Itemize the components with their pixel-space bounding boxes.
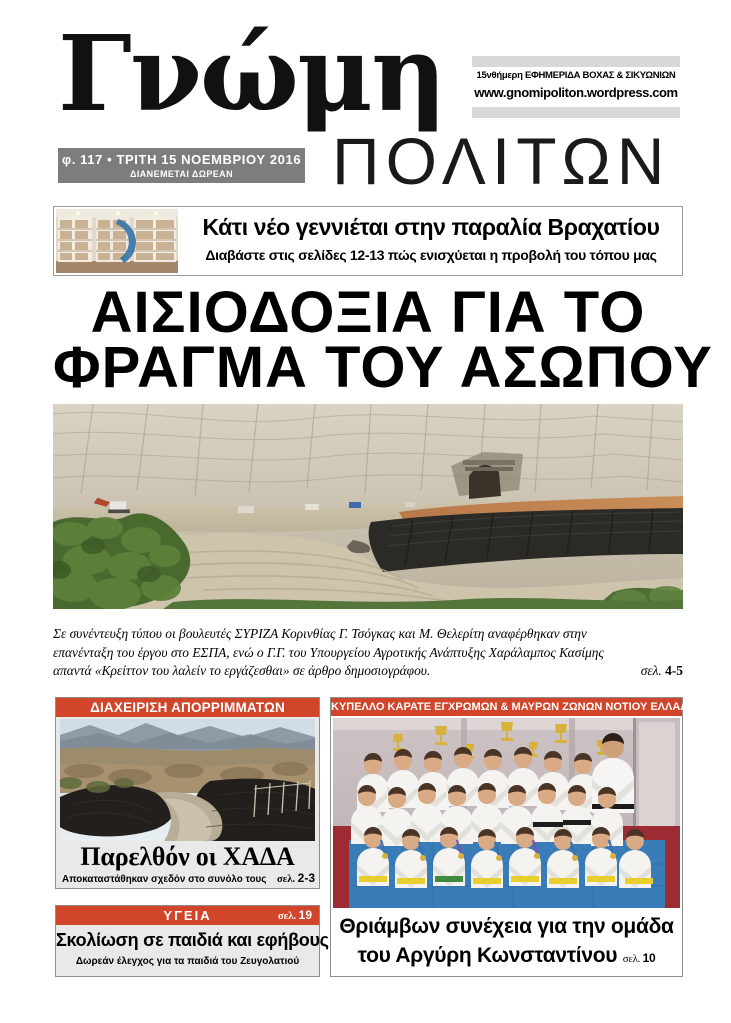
karate-page-reference[interactable] [623,953,656,965]
promo-title: Κάτι νέο γεννιέται στην παραλία Βραχατίου [202,214,660,240]
lead-line-1: Σε συνέντευξη τύπου οι βουλευτές ΣΥΡΙΖΑ Κορινθίας Γ. Τσόγκας και Μ. Θελερίτη αναφέρθηκαν στην [53,626,587,641]
waste-subtitle: Αποκαταστάθηκαν σχεδόν στο συνόλο τους [62,874,267,885]
waste-subtitle-row [62,871,315,885]
distribution-note: ΔΙΑΝΕΜΕΤΑΙ ΔΩΡΕΑΝ [130,169,233,179]
waste-page-reference[interactable] [277,871,315,885]
asopos-dam-construction-photo [53,404,683,609]
masthead-info-box [472,56,680,118]
health-page-reference[interactable] [278,906,312,926]
lead-page-label: σελ. [640,663,662,679]
headline-line-1: ΑΙΣΙΟΔΟΞΙΑ ΓΙΑ ΤΟ [90,280,646,345]
karate-headline-line-2-row [331,941,682,974]
promo-subtitle: Διαβάστε στις σελίδες 12-13 πώς ενισχύεται η προβολή του τόπου μας [205,247,657,263]
issue-date-text: φ. 117 • ΤΡΙΤΗ 15 ΝΟΕΜΒΡΙΟΥ 2016 [61,152,302,167]
health-subtitle: Δωρεάν έλεγχος για τα παιδιά του Ζευγολατιού [75,956,300,967]
waste-category-bar: ΔΙΑΧΕΙΡΙΣΗ ΑΠΟΡΡΙΜΜΑΤΩΝ [56,698,319,717]
shop-interior-photo [56,209,178,273]
lead-line-3: απαντά «Κρείττον του λαλείν το εργάζεσθαι» σε άρθρο δημοσιογράφου. [53,663,431,679]
landfill-restoration-photo [60,719,315,841]
waste-headline: Παρελθόν οι ΧΑΔΑ [80,842,295,871]
karate-page-number: 10 [642,951,656,965]
main-headline [53,280,713,400]
masthead-title-second: ΠΟΛΙΤΩΝ [332,124,671,198]
health-page-label: σελ. [278,911,297,922]
karate-headline-line-1: Θριάμβων συνέχεια για την ομάδα [339,915,674,938]
lead-line-3-row [53,662,683,681]
lead-paragraph [53,625,683,685]
waste-page-number: 2-3 [297,871,315,885]
health-story-box[interactable] [55,905,329,977]
karate-headline [331,912,682,974]
headline-line-2: ΦΡΑΓΜΑ ΤΟΥ ΑΣΩΠΟΥ [53,335,713,400]
masthead-website-url[interactable]: www.gnomipoliton.wordpress.com [474,85,678,100]
health-category-bar [56,906,319,925]
issue-date-bar [58,148,305,183]
lead-page-number: 4-5 [665,663,683,679]
karate-category-bar: ΚΥΠΕΛΛΟ ΚΑΡΑΤΕ ΕΓΧΡΩΜΩΝ & ΜΑΥΡΩΝ ΖΩΝΩΝ ΝΟΤΙΟΥ ΕΛΛΑΔΟΣ [331,698,682,716]
karate-headline-line-2: του Αργύρη Κωνσταντίνου [357,944,618,967]
masthead-title-main: Γνώμη [58,12,445,135]
masthead [0,0,731,198]
health-category-label: ΥΓΕΙΑ [163,908,212,923]
lead-page-reference[interactable] [641,662,683,681]
waste-page-label: σελ. [277,874,296,885]
karate-team-group-photo [333,718,680,908]
karate-story-box[interactable] [330,697,704,977]
masthead-publication-type: 15νθήμερη ΕΦΗΜΕΡΙΔΑ ΒΟΧΑΣ & ΣΙΚΥΩΝΙΩΝ [476,70,676,81]
promo-banner[interactable] [53,206,683,276]
lead-line-2: επανένταξη του έργου στο ΕΣΠΑ, ενώ ο Γ.Γ. του Υπουργείου Αγροτικής Ανάπτυξης Χαράλαμπος Κασίμης [53,644,604,660]
karate-page-label: σελ. [622,953,641,965]
health-page-number: 19 [298,908,312,922]
health-headline: Σκολίωση σε παιδιά και εφήβους [56,930,329,950]
promo-text-block [182,207,680,275]
waste-management-story-box[interactable] [55,697,320,889]
